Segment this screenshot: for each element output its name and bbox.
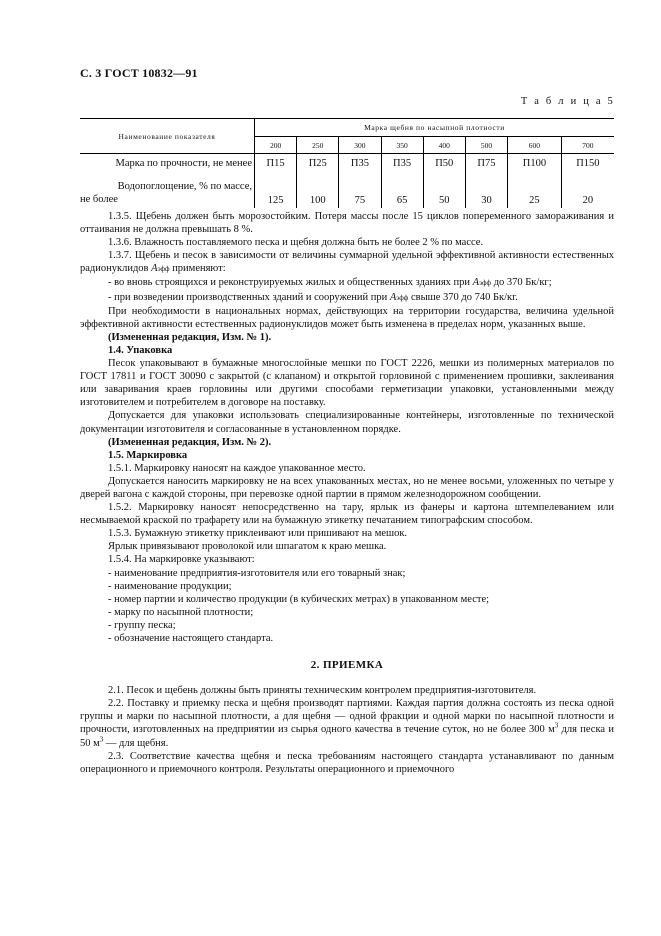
table-row <box>80 154 614 173</box>
superscript: 3 <box>99 735 104 744</box>
column-header-250: 250 <box>297 137 339 154</box>
table-cell: 65 <box>381 172 423 208</box>
text-run: 1.3.7. Щебень и песок в зависимости от величины суммарной удельной эффективной активности естественных радионуклидов <box>80 250 614 275</box>
paragraph-2-1: 2.1. Песок и щебень должны быть приняты техническим контролем предприятия-изготовителя. <box>108 685 537 697</box>
text-run: - во вновь строящихся и реконструируемых жилых и общественных зданиях при <box>108 277 471 289</box>
table-cell: П75 <box>465 154 507 173</box>
section-heading-1-4: 1.4. Упаковка <box>108 344 173 356</box>
paragraph-1-5-3-b: Ярлык привязывают проволокой или шпагатом к краю мешка. <box>108 541 387 553</box>
table-cell: 30 <box>465 172 507 208</box>
paragraph-1-5-1: 1.5.1. Маркировку наносят на каждое упакованное место. <box>108 462 366 474</box>
table-cell: П50 <box>423 154 465 173</box>
row-label-strength: Марка по прочности, не менее <box>115 157 252 169</box>
paragraph-1-3-7-residential <box>80 276 614 290</box>
paragraph-1-3-6: 1.3.6. Влажность поставляемого песка и щебня должна быть не более 2 % по массе. <box>108 237 484 249</box>
section-heading-1-5: 1.5. Маркировка <box>108 449 188 461</box>
table-cell: 100 <box>297 172 339 208</box>
paragraph-2-2 <box>80 697 614 749</box>
aeff-symbol: А <box>389 291 397 303</box>
column-header-300: 300 <box>339 137 381 154</box>
column-header-name: Наименование показателя <box>80 119 255 154</box>
list-item: - наименование продукции; <box>108 580 232 592</box>
table-cell: П150 <box>561 154 614 173</box>
table-cell: 75 <box>339 172 381 208</box>
amendment-note-2: (Измененная редакция, Изм. № 2). <box>108 436 272 448</box>
table-cell: П35 <box>381 154 423 173</box>
column-header-500: 500 <box>465 137 507 154</box>
text-run: применяют: <box>172 263 226 275</box>
row-label-line2: не более <box>80 194 118 205</box>
table-cell: 20 <box>561 172 614 208</box>
body-text <box>80 210 614 776</box>
table-cell: П100 <box>508 154 562 173</box>
aeff-subscript: эфф <box>479 279 492 288</box>
column-header-400: 400 <box>423 137 465 154</box>
table-caption: Т а б л и ц а 5 <box>520 96 615 107</box>
table-cell: 25 <box>508 172 562 208</box>
paragraph-1-5-2: 1.5.2. Маркировку наносят непосредственно на тару, ярлык из фанеры и картона штемпелеванием или несмываемой краской по трафарету или на бумажную этикетку печатанием типографским способом. <box>80 502 614 527</box>
list-item: - номер партии и количество продукции (в кубических метрах) в упакованном месте; <box>108 593 490 605</box>
paragraph-1-5-1-b: Допускается наносить маркировку не на всех упакованных местах, но не менее восьми, уложенных по четыре у дверей вагона с каждой стороны, при перевозке одной партии в прямом железнодорожном сообщении. <box>80 475 614 500</box>
column-group-header: Марка щебня по насыпной плотности <box>255 119 615 137</box>
row-label-line1: Водопоглощение, % по массе, <box>117 181 252 192</box>
table-cell: 50 <box>423 172 465 208</box>
aeff-subscript: эфф <box>396 293 409 302</box>
text-run: - при возведении производственных зданий и сооружений при <box>108 291 388 303</box>
table-cell: П15 <box>255 154 297 173</box>
paragraph-1-3-7 <box>80 249 614 276</box>
text-run: 2.2. Поставку и приемку песка и щебня производят партиями. Каждая партия должна состоять из песка одной группы и марки по насыпной плотности, а для щебня — одной фракции и одной марки по насыпной плотности и прочности, изготовленных на предприятии из сырья одного качества в течение суток, но не более 300 м <box>80 698 614 736</box>
paragraph-1-3-7-national: При необходимости в национальных нормах, действующих на территории государства, величина удельной эффективной активности естественных радионуклидов может быть изменена в пределах норм, указанных выше. <box>80 305 614 330</box>
text-run: до 370 Бк/кг; <box>493 277 552 289</box>
paragraph-2-3: 2.3. Соответствие качества щебня и песка требованиям настоящего стандарта устанавливают по данным операционного и приемочного контроля. Результаты операционного и приемочного <box>80 750 614 775</box>
column-header-350: 350 <box>381 137 423 154</box>
list-item: - группу песка; <box>108 619 176 631</box>
table-5 <box>80 118 614 208</box>
row-label-water-absorption <box>80 172 255 208</box>
column-header-600: 600 <box>508 137 562 154</box>
list-item: - обозначение настоящего стандарта. <box>108 633 274 644</box>
aeff-subscript: эфф <box>157 265 170 274</box>
table-cell: П25 <box>297 154 339 173</box>
paragraph-1-3-7-industrial <box>80 291 614 305</box>
table-cell: П35 <box>339 154 381 173</box>
text-run: — для щебня. <box>103 737 169 749</box>
column-header-200: 200 <box>255 137 297 154</box>
text-run: свыше 370 до 740 Бк/кг. <box>410 291 518 303</box>
aeff-symbol: А <box>151 263 158 275</box>
table-row <box>80 172 614 208</box>
paragraph-1-4-packaging: Песок упаковывают в бумажные многослойные мешки по ГОСТ 2226, мешки из полимерных материалов по ГОСТ 17811 и ГОСТ 30090 с закрытой (с клапаном) и открытой горловиной с применением прошивки, заклеивания или заваривания краев горловины или другими способами герметизации упаковки, установленными между изготовителем и потребителем в договоре на поставку. <box>80 358 614 409</box>
amendment-note-1: (Измененная редакция, Изм. № 1). <box>108 331 272 343</box>
list-item: - наименование предприятия-изготовителя или его товарный знак; <box>108 567 406 579</box>
paragraph-1-5-4: 1.5.4. На маркировке указывают: <box>108 554 255 566</box>
aeff-symbol: А <box>472 277 480 289</box>
paragraph-1-3-5: 1.3.5. Щебень должен быть морозостойким. Потеря массы после 15 циклов попеременного замораживания и оттаивания не должна превышать 8 %. <box>80 211 614 236</box>
paragraph-1-5-3: 1.5.3. Бумажную этикетку приклеивают или пришивают на мешок. <box>108 528 408 540</box>
list-item: - марку по насыпной плотности; <box>108 606 254 618</box>
table-cell: 125 <box>255 172 297 208</box>
paragraph-1-4-containers: Допускается для упаковки использовать специализированные контейнеры, изготовленные по технической документации изготовителя и согласованные в установленном порядке. <box>80 410 614 435</box>
section-heading-2: 2. ПРИЕМКА <box>310 659 384 672</box>
table-header-row <box>80 119 614 137</box>
column-header-700: 700 <box>561 137 614 154</box>
text-run: для песка и 50 м <box>80 724 614 749</box>
page-header: С. 3 ГОСТ 10832—91 <box>80 66 198 80</box>
superscript: 3 <box>554 721 559 730</box>
